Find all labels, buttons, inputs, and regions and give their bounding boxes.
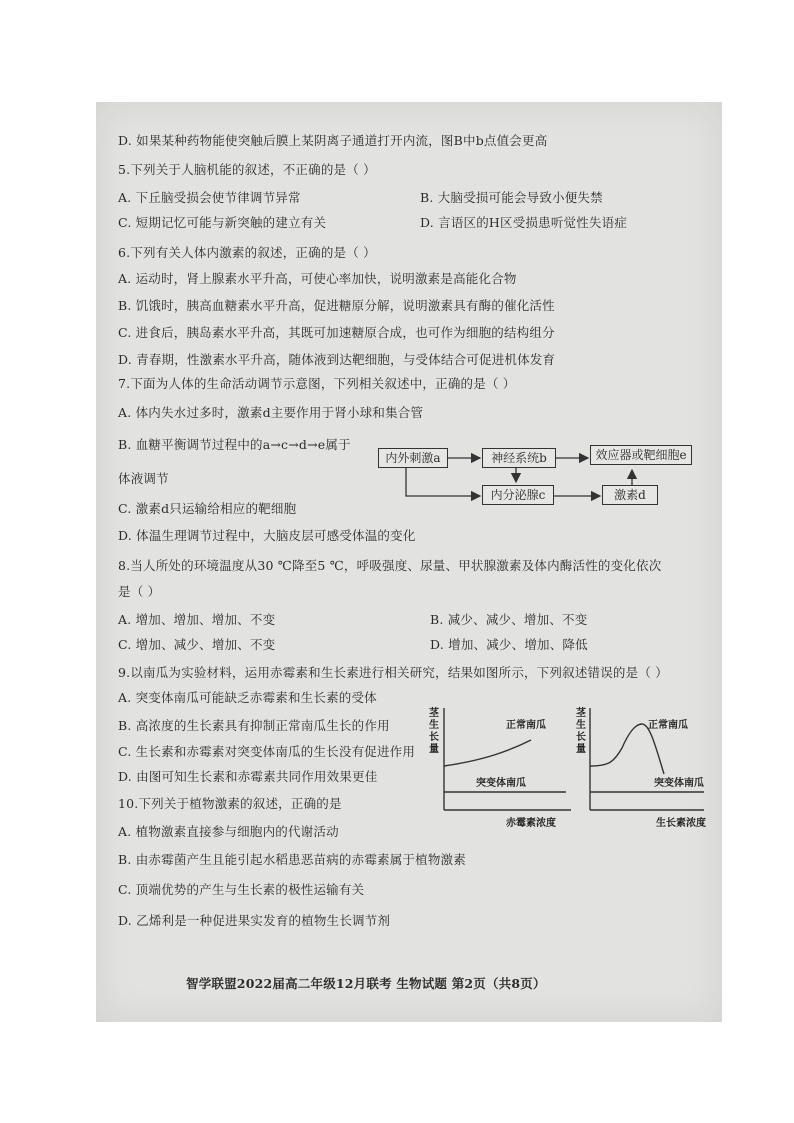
graph1-ylabel-1: 茎	[429, 708, 439, 719]
q6-option-c: C. 进食后，胰岛素水平升高，其既可加速糖原合成，也可作为细胞的结构组分	[118, 325, 555, 340]
q7-option-c: C. 激素d只运输给相应的靶细胞	[118, 501, 297, 516]
q9-option-b: B. 高浓度的生长素具有抑制正常南瓜生长的作用	[118, 718, 390, 733]
flow-box-e: 效应器或靶细胞e	[590, 445, 692, 465]
auxin-graph	[574, 700, 714, 830]
q10-option-c: C. 顶端优势的产生与生长素的极性运输有关	[118, 882, 365, 897]
graph1-ylabel-2: 生	[429, 720, 439, 731]
graph2-ylabel-4: 量	[576, 744, 586, 755]
graph1-mutant-label: 突变体南瓜	[476, 778, 526, 789]
q5-stem: 5.下列关于人脑机能的叙述，不正确的是（ ）	[118, 162, 376, 177]
q5-option-d: D. 言语区的H区受损患听觉性失语症	[420, 215, 628, 230]
q7-option-a: A. 体内失水过多时，激素d主要作用于肾小球和集合管	[118, 405, 424, 420]
q10-option-b: B. 由赤霉菌产生且能引起水稻患恶苗病的赤霉素属于植物激素	[118, 852, 466, 867]
graph1-ylabel-3: 长	[429, 732, 439, 743]
q7-option-b: B. 血糖平衡调节过程中的a→c→d→e属于	[118, 437, 351, 452]
q4-option-d: D. 如果某种药物能使突触后膜上某阴离子通道打开内流，图B中b点值会更高	[118, 133, 548, 148]
q6-option-a: A. 运动时，肾上腺素水平升高，可使心率加快，说明激素是高能化合物	[118, 271, 517, 286]
q7-option-d: D. 体温生理调节过程中，大脑皮层可感受体温的变化	[118, 528, 416, 543]
gibberellin-graph	[426, 700, 576, 830]
q6-option-d: D. 青春期，性激素水平升高，随体液到达靶细胞，与受体结合可促进机体发育	[118, 352, 556, 367]
graph1-xlabel: 赤霉素浓度	[506, 818, 556, 829]
q7-option-b-cont: 体液调节	[118, 471, 169, 486]
q6-stem: 6.下列有关人体内激素的叙述，正确的是（ ）	[118, 245, 376, 260]
q9-option-d: D. 由图可知生长素和赤霉素共同作用效果更佳	[118, 769, 378, 784]
graph2-xlabel: 生长素浓度	[656, 818, 706, 829]
q8-stem: 8.当人所处的环境温度从30 ℃降至5 ℃，呼吸强度、尿量、甲状腺激素及体内酶活性的变化依次	[118, 558, 662, 573]
q5-option-c: C. 短期记忆可能与新突触的建立有关	[118, 215, 327, 230]
graph2-normal-curve	[590, 724, 664, 774]
flow-box-a: 内外刺激a	[378, 448, 448, 468]
q9-option-a: A. 突变体南瓜可能缺乏赤霉素和生长素的受体	[118, 690, 377, 705]
graph2-ylabel-2: 生	[576, 720, 586, 731]
graph1-normal-curve	[444, 740, 531, 766]
q10-option-a: A. 植物激素直接参与细胞内的代谢活动	[118, 824, 339, 839]
graph2-ylabel-3: 长	[576, 732, 586, 743]
q10-stem: 10.下列关于植物激素的叙述，正确的是	[118, 796, 342, 811]
graph2-normal-label: 正常南瓜	[648, 720, 688, 731]
q8-stem-cont: 是（ ）	[118, 584, 161, 599]
flow-box-d: 激素d	[602, 485, 658, 505]
q9-stem: 9.以南瓜为实验材料，运用赤霉素和生长素进行相关研究，结果如图所示，下列叙述错误的是（ ）	[118, 665, 668, 680]
graph2-mutant-label: 突变体南瓜	[654, 778, 704, 789]
flow-box-b: 神经系统b	[482, 448, 556, 468]
flow-box-c: 内分泌腺c	[482, 485, 554, 505]
page-footer: 智学联盟2022届高二年级12月联考 生物试题 第2页（共8页）	[186, 976, 546, 991]
q5-option-a: A. 下丘脑受损会使节律调节异常	[118, 190, 301, 205]
graph2-ylabel-1: 茎	[576, 708, 586, 719]
q7-stem: 7.下面为人体的生命活动调节示意图，下列相关叙述中，正确的是（ ）	[118, 376, 516, 391]
q6-option-b: B. 饥饿时，胰高血糖素水平升高，促进糖原分解，说明激素具有酶的催化活性	[118, 298, 555, 313]
q8-option-d: D. 增加、减少、增加、降低	[430, 637, 588, 652]
graph1-normal-label: 正常南瓜	[506, 720, 546, 731]
q9-option-c: C. 生长素和赤霉素对突变体南瓜的生长没有促进作用	[118, 744, 416, 759]
q8-option-a: A. 增加、增加、增加、不变	[118, 612, 276, 627]
q5-option-b: B. 大脑受损可能会导致小便失禁	[420, 190, 603, 205]
graph1-ylabel-4: 量	[429, 744, 439, 755]
q10-option-d: D. 乙烯利是一种促进果实发育的植物生长调节剂	[118, 913, 391, 928]
q8-option-b: B. 减少、减少、增加、不变	[430, 612, 588, 627]
q8-option-c: C. 增加、减少、增加、不变	[118, 637, 276, 652]
